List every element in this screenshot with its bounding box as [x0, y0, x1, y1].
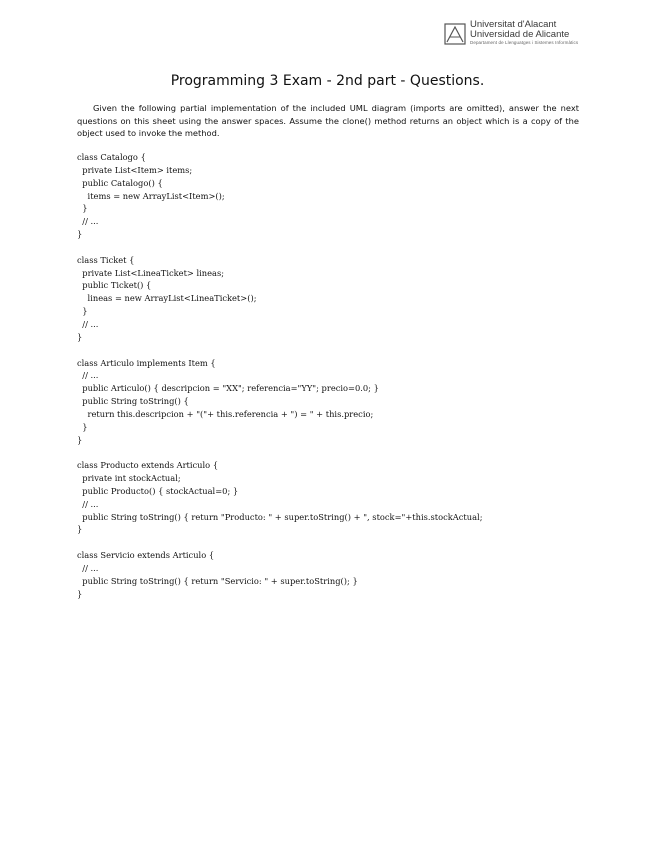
university-logo — [444, 20, 584, 58]
university-name-valencian: Universitat d'Alacant — [470, 19, 557, 30]
page-title: Programming 3 Exam - 2nd part - Questions. — [170, 73, 485, 89]
code-listing: class Catalogo { private List<Item> items; public Catalogo() { items = new ArrayList<Item>(); } // ... } class Ticket { private List<LineaTicket> lineas; public Ticket() { lineas = new ArrayList<LineaTicket>(); } // ... } class Articulo implements Item { // ... public Articulo() { descripcion = "XX"; referencia="YY"; precio=0.0; } public String toString() { return this.descripcion + "("+ this.referencia + ") = " + this.precio; } } class Producto extends Articulo { private int stockActual; public Producto() { stockActual=0; } // ... public String toString() { return "Producto: " + super.toString() + ", stock="+this.stockActual; } class Servicio extends Articulo { // ... public String toString() { return "Servicio: " + super.toString(); } } — [77, 152, 483, 599]
university-name — [470, 20, 578, 46]
department-name: Departament de Llenguatges i Sistemes Informàtics — [470, 40, 579, 45]
university-emblem-icon — [444, 23, 466, 45]
intro-paragraph: Given the following partial implementation of the included UML diagram (imports are omitted), answer the next questions on this sheet using the answer spaces. Assume the clone() method returns an object which is a copy of the object used to invoke the method. — [77, 103, 579, 139]
university-name-spanish: Universidad de Alicante — [470, 29, 570, 40]
